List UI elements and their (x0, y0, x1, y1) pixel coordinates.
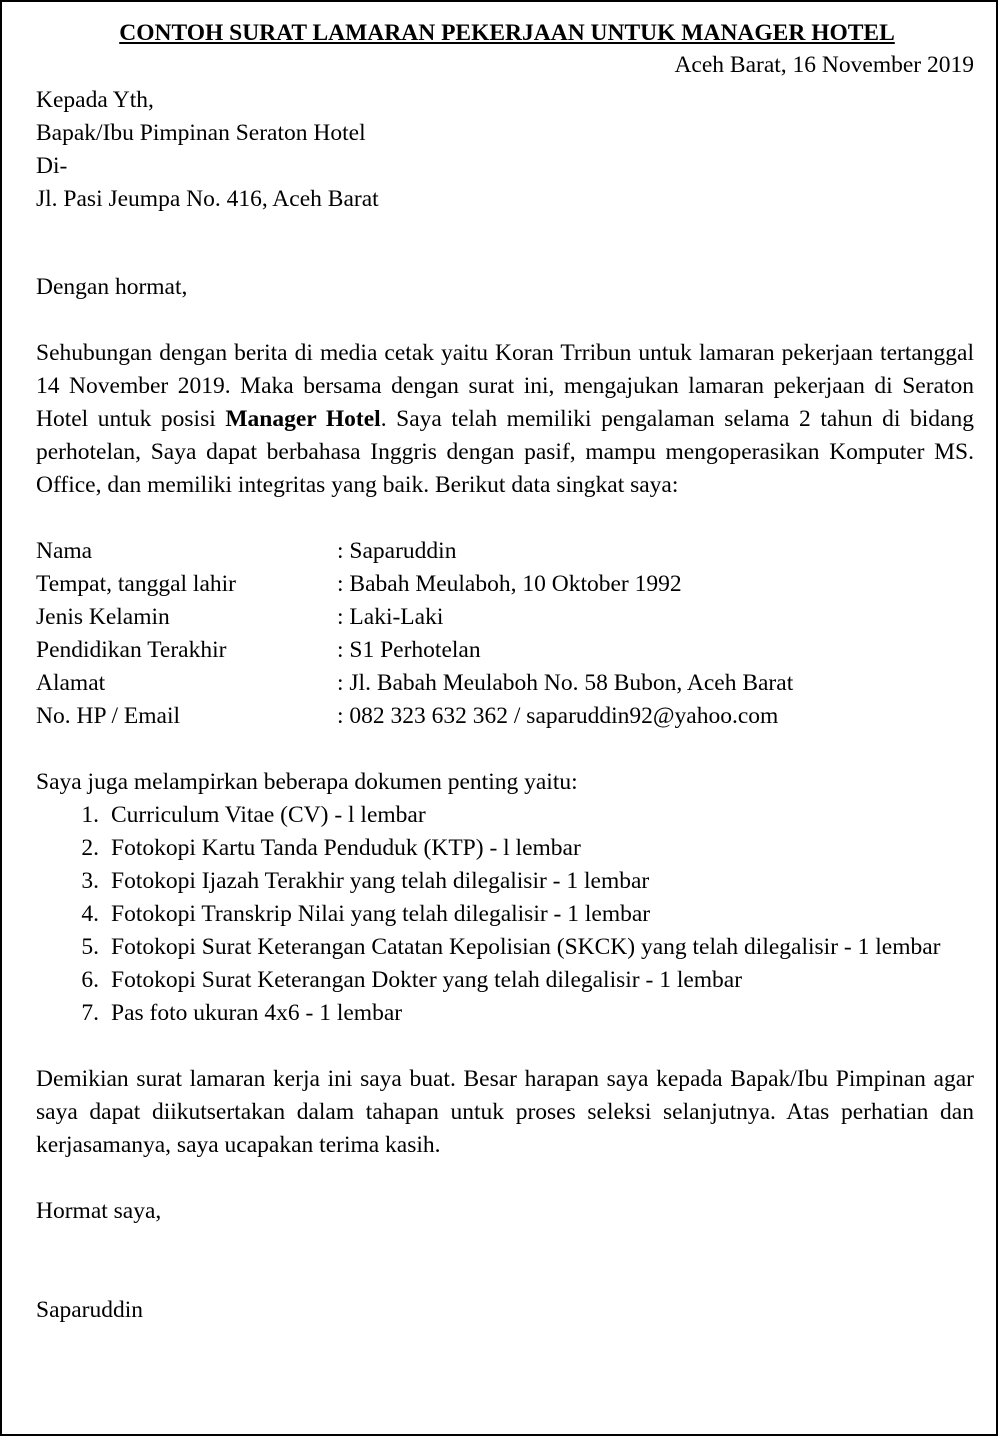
closing-paragraph: Demikian surat lamaran kerja ini saya buat. Besar harapan saya kepada Bapak/Ibu Pimpinan agar saya dapat diikutsertakan dalam tahapan untuk proses seleksi selanjutnya. Atas perhatian dan kerjasamanya, saya ucapakan terima kasih. (36, 1066, 974, 1158)
data-value: : Saparuddin (337, 538, 457, 564)
list-text: Fotokopi Surat Keterangan Catatan Kepolisian (SKCK) yang telah dilegalisir - 1 lembar (111, 934, 941, 960)
data-label: No. HP / Email (36, 703, 181, 729)
data-label: Jenis Kelamin (36, 604, 170, 630)
list-text: Curriculum Vitae (CV) - l lembar (111, 802, 426, 828)
recipient-line: Jl. Pasi Jeumpa No. 416, Aceh Barat (36, 186, 379, 212)
letter-date: Aceh Barat, 16 November 2019 (674, 52, 974, 78)
list-text: Pas foto ukuran 4x6 - 1 lembar (111, 1000, 403, 1026)
recipient-line: Di- (36, 153, 68, 179)
list-text: Fotokopi Ijazah Terakhir yang telah dilegalisir - 1 lembar (111, 868, 650, 894)
list-item (36, 799, 974, 832)
letter-title: CONTOH SURAT LAMARAN PEKERJAAN UNTUK MANAGER HOTEL (119, 20, 895, 46)
intro-text-1: Sehubungan dengan berita di media cetak yaitu Koran Trribun untuk lamaran pekerjaan tertanggal 14 November 2019. Maka bersama dengan surat ini, mengajukan lamaran pekerjaan di Seraton Hotel untuk posisi (36, 340, 974, 432)
list-number: 1. (81, 802, 99, 828)
list-item (36, 898, 974, 931)
position-name: Manager Hotel (225, 406, 381, 432)
list-number: 5. (81, 934, 99, 960)
data-value: : Jl. Babah Meulaboh No. 58 Bubon, Aceh Barat (337, 670, 794, 696)
data-value: : Laki-Laki (337, 604, 444, 630)
data-row (36, 568, 974, 601)
recipient-line: Bapak/Ibu Pimpinan Seraton Hotel (36, 120, 366, 146)
data-label: Pendidikan Terakhir (36, 637, 227, 663)
personal-data (36, 535, 974, 733)
data-row (36, 601, 974, 634)
data-row (36, 700, 974, 733)
greeting: Dengan hormat, (36, 274, 188, 300)
list-item (36, 997, 974, 1030)
list-number: 6. (81, 967, 99, 993)
data-label: Tempat, tanggal lahir (36, 571, 236, 597)
list-item (36, 931, 974, 964)
signer-name: Saparuddin (36, 1297, 144, 1323)
data-value: : 082 323 632 362 / saparuddin92@yahoo.com (337, 703, 779, 729)
attachments-list (36, 799, 974, 1030)
data-value: : S1 Perhotelan (337, 637, 481, 663)
recipient-block (36, 84, 974, 216)
list-number: 2. (81, 835, 99, 861)
list-text: Fotokopi Transkrip Nilai yang telah dilegalisir - 1 lembar (111, 901, 651, 927)
list-item (36, 865, 974, 898)
data-value: : Babah Meulaboh, 10 Oktober 1992 (337, 571, 682, 597)
intro-text-2: . Saya telah memiliki pengalaman selama 2 tahun di bidang perhotelan, Saya dapat berbahasa Inggris dengan pasif, mampu mengoperasikan Komputer MS. Office, dan memiliki integritas yang baik. Berikut data singkat saya: (36, 406, 974, 498)
list-item (36, 964, 974, 997)
recipient-line: Kepada Yth, (36, 87, 154, 113)
intro-paragraph (36, 337, 974, 502)
list-number: 4. (81, 901, 99, 927)
list-number: 3. (81, 868, 99, 894)
attachments-intro: Saya juga melampirkan beberapa dokumen penting yaitu: (36, 769, 578, 795)
list-item (36, 832, 974, 865)
list-text: Fotokopi Kartu Tanda Penduduk (KTP) - l lembar (111, 835, 581, 861)
data-label: Alamat (36, 670, 106, 696)
data-row (36, 634, 974, 667)
data-label: Nama (36, 538, 93, 564)
list-text: Fotokopi Surat Keterangan Dokter yang telah dilegalisir - 1 lembar (111, 967, 743, 993)
data-row (36, 535, 974, 568)
regards: Hormat saya, (36, 1198, 162, 1224)
data-row (36, 667, 974, 700)
list-number: 7. (81, 1000, 99, 1026)
